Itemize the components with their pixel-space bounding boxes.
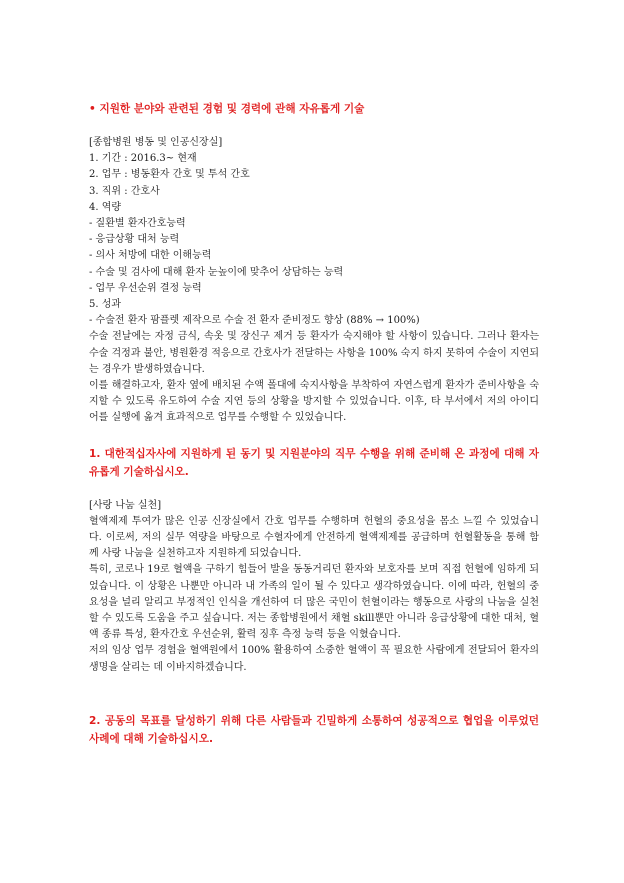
- list-item: - 의사 처방에 대한 이해능력: [89, 250, 212, 262]
- list-item: - 수술전 환자 팜플렛 제작으로 수술 전 환자 준비정도 향상 (88% → 100%): [89, 315, 420, 327]
- intro-paragraph: 수술 전날에는 자정 금식, 속옷 및 장신구 제거 등 환자가 숙지해야 할 사항이 있습니다. 그러나 환자는 수술 걱정과 불안, 병원환경 적응으로 간호사가 전달하는 사항을 100% 숙지 하지 못하여 수술이 지연되는 경우가 발생하였습니다.: [89, 331, 539, 375]
- list-item: 5. 성과: [89, 299, 122, 311]
- list-item: 2. 업무 : 병동환자 간호 및 투석 간호: [89, 169, 250, 181]
- experience-title: [종합병원 병동 및 인공신장실]: [89, 137, 223, 148]
- list-item: 1. 기간 : 2016.3~ 현재: [89, 153, 197, 165]
- list-item: - 수술 및 검사에 대해 환자 눈높이에 맞추어 상담하는 능력: [89, 266, 344, 278]
- intro-heading: • 지원한 분야와 관련된 경험 및 경력에 관해 자유롭게 기술: [89, 103, 365, 115]
- document-content: [89, 100, 539, 748]
- question-1-subtitle: [사랑 나눔 실천]: [89, 499, 162, 511]
- list-item: - 질환별 환자간호능력: [89, 218, 186, 230]
- list-item: 4. 역량: [89, 201, 122, 213]
- question-1-heading: 1. 대한적십자사에 지원하게 된 동기 및 지원분야의 직무 수행을 위해 준비해 온 과정에 대해 자유롭게 기술하십시오.: [89, 447, 539, 478]
- experience-list: [89, 135, 539, 329]
- intro-paragraph: 이를 해결하고자, 환자 옆에 배치된 수액 폴대에 숙지사항을 부착하여 자연스럽게 환자가 준비사항을 숙지할 수 있도록 유도하여 수술 지연 등의 상황을 방지할 수 있었습니다. 이후, 타 부서에서 저의 아이디어를 실행에 옮겨 효과적으로 업무를 수행할 수 있었습니다.: [89, 380, 539, 424]
- list-item: - 업무 우선순위 결정 능력: [89, 282, 202, 294]
- answer-1-paragraph: 저의 임상 업무 경험을 혈액원에서 100% 활용하여 소중한 혈액이 꼭 필요한 사람에게 전달되어 환자의 생명을 살리는 데 이바지하겠습니다.: [89, 645, 539, 673]
- question-2-heading: 2. 공동의 목표를 달성하기 위해 다른 사람들과 긴밀하게 소통하여 성공적으로 협업을 이루었던 사례에 대해 기술하십시오.: [89, 714, 539, 745]
- list-item: - 응급상황 대처 능력: [89, 234, 180, 246]
- answer-1-paragraph: 특히, 코로나 19로 혈액을 구하기 힘들어 발을 동동거리던 환자와 보호자를 보며 직접 헌혈에 임하게 되었습니다. 이 상황은 나뿐만 아니라 내 가족의 일이 될 수 있다고 생각하였습니다. 이에 따라, 헌혈의 중요성을 널리 알리고 부정적인 인식을 개선하여 더 많은 국민이 헌혈이라는 행동으로 사랑의 나눔을 실천할 수 있도록 도움을 주고 싶습니다. 저는 종합병원에서 채혈 skill뿐만 아니라 응급상황에 대한 대처, 혈액 종류 특성, 환자간호 우선순위, 활력 징후 측정 능력 등을 익혔습니다.: [89, 564, 539, 641]
- list-item: 3. 직위 : 간호사: [89, 185, 160, 197]
- answer-1-paragraph: 혈액제제 투여가 많은 인공 신장실에서 간호 업무를 수행하며 헌혈의 중요성을 몸소 느낄 수 있었습니다. 이로써, 저의 실무 역량을 바탕으로 수혈자에게 안전하게 혈액제제를 공급하며 헌혈활동을 통해 함께 사랑 나눔을 실천하고자 지원하게 되었습니다.: [89, 515, 539, 560]
